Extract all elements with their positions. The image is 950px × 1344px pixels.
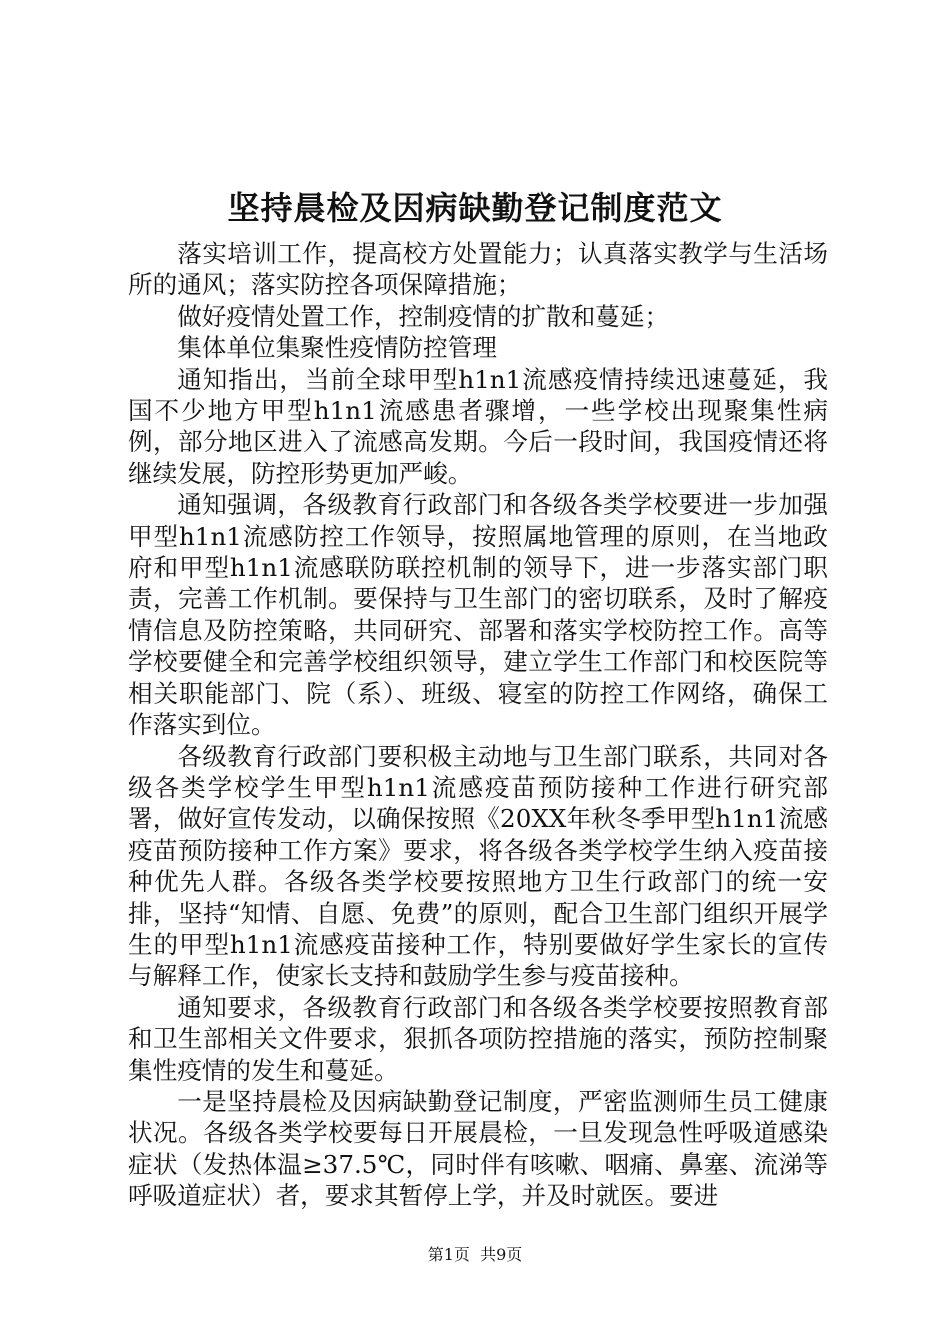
paragraph: 一是坚持晨检及因病缺勤登记制度，严密监测师生员工健康状况。各级各类学校要每日开展晨检，一旦发现急性呼吸道感染症状（发热体温≥37.5℃，同时伴有咳嗽、咽痛、鼻塞、流涕等呼吸道症状）者，要求其暂停上学，并及时就医。要进 [128,1086,828,1211]
paragraph: 通知指出，当前全球甲型h1n1流感疫情持续迅速蔓延，我国不少地方甲型h1n1流感患者骤增，一些学校出现聚集性病例，部分地区进入了流感高发期。今后一段时间，我国疫情还将继续发展，防控形势更加严峻。 [128,364,828,488]
document-title: 坚持晨检及因病缺勤登记制度范文 [227,189,723,227]
page-number-current: 第1页 [427,1245,470,1264]
paragraph: 集体单位集聚性疫情防控管理 [177,333,497,363]
footer-spacer [470,1245,480,1264]
page-footer [0,1244,950,1266]
page-number-total: 共9页 [480,1245,523,1264]
paragraph: 做好疫情处置工作，控制疫情的扩散和蔓延； [177,301,670,331]
paragraph: 通知要求，各级教育行政部门和各级各类学校要按照教育部和卫生部相关文件要求，狠抓各项防控措施的落实，预防控制聚集性疫情的发生和蔓延。 [128,992,828,1085]
paragraph: 通知强调，各级教育行政部门和各级各类学校要进一步加强甲型h1n1流感防控工作领导，按照属地管理的原则，在当地政府和甲型h1n1流感联防联控机制的领导下，进一步落实部门职责，完善工作机制。要保持与卫生部门的密切联系，及时了解疫情信息及防控策略，共同研究、部署和落实学校防控工作。高等学校要健全和完善学校组织领导，建立学生工作部门和校医院等相关职能部门、院（系）、班级、寝室的防控工作网络，确保工作落实到位。 [128,490,828,740]
paragraph: 各级教育行政部门要积极主动地与卫生部门联系，共同对各级各类学校学生甲型h1n1流感疫苗预防接种工作进行研究部署，做好宣传发动，以确保按照《20XX年秋冬季甲型h1n1流感疫苗预防接种工作方案》要求，将各级各类学校学生纳入疫苗接种优先人群。各级各类学校要按照地方卫生行政部门的统一安排，坚持“知情、自愿、免费”的原则，配合卫生部门组织开展学生的甲型h1n1流感疫苗接种工作，特别要做好学生家长的宣传与解释工作，使家长支持和鼓励学生参与疫苗接种。 [128,741,828,991]
paragraph: 落实培训工作，提高校方处置能力；认真落实教学与生活场所的通风；落实防控各项保障措施； [128,239,828,300]
document-body [128,238,828,1212]
